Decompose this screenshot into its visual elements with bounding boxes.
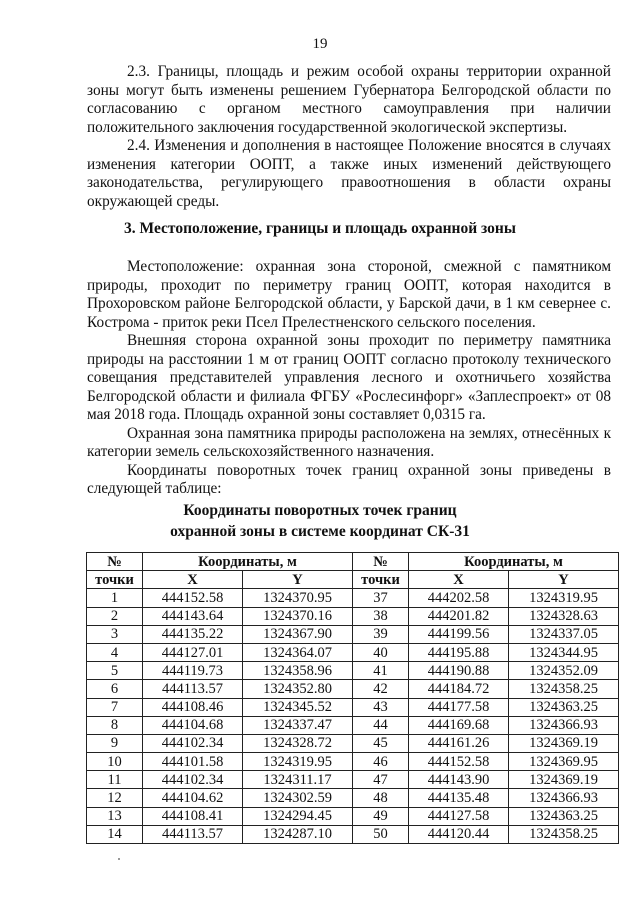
section-3 bbox=[87, 258, 611, 499]
point-number-cell: 50 bbox=[353, 825, 409, 843]
table-header-row-2 bbox=[87, 571, 619, 589]
point-number-cell: 42 bbox=[353, 680, 409, 698]
point-number-cell: 12 bbox=[87, 789, 143, 807]
header-num-right: № bbox=[353, 553, 409, 571]
table-row bbox=[87, 662, 619, 680]
table-row bbox=[87, 625, 619, 643]
x-coordinate-cell: 444102.34 bbox=[143, 734, 243, 752]
table-row bbox=[87, 734, 619, 752]
y-coordinate-cell: 1324358.25 bbox=[509, 825, 619, 843]
point-number-cell: 41 bbox=[353, 662, 409, 680]
table-row bbox=[87, 589, 619, 607]
y-coordinate-cell: 1324319.95 bbox=[509, 589, 619, 607]
y-coordinate-cell: 1324363.25 bbox=[509, 807, 619, 825]
point-number-cell: 1 bbox=[87, 589, 143, 607]
section-3-heading: 3. Местоположение, границы и площадь охранной зоны bbox=[124, 220, 516, 237]
x-coordinate-cell: 444119.73 bbox=[143, 662, 243, 680]
paragraph-2-4: 2.4. Изменения и дополнения в настоящее Положение вносятся в случаях изменения категории ООПТ, а также иных изменений действующего законодательства, регулирующего правоотношения в области охраны окружающей среды. bbox=[87, 137, 611, 210]
table-row bbox=[87, 807, 619, 825]
x-coordinate-cell: 444195.88 bbox=[409, 643, 509, 661]
y-coordinate-cell: 1324370.16 bbox=[243, 607, 353, 625]
x-coordinate-cell: 444113.57 bbox=[143, 680, 243, 698]
coordinates-table bbox=[86, 552, 619, 844]
y-coordinate-cell: 1324311.17 bbox=[243, 771, 353, 789]
point-number-cell: 39 bbox=[353, 625, 409, 643]
x-coordinate-cell: 444177.58 bbox=[409, 698, 509, 716]
point-number-cell: 8 bbox=[87, 716, 143, 734]
y-coordinate-cell: 1324344.95 bbox=[509, 643, 619, 661]
table-header-row-1 bbox=[87, 553, 619, 571]
header-point-left: точки bbox=[87, 571, 143, 589]
y-coordinate-cell: 1324328.72 bbox=[243, 734, 353, 752]
table-row bbox=[87, 789, 619, 807]
y-coordinate-cell: 1324366.93 bbox=[509, 789, 619, 807]
paragraph-location: Местоположение: охранная зона стороной, смежной с памятником природы, проходит по периметру границ ООПТ, которая находится в Прохоровском районе Белгородской области, у Барской дачи, в 1 км севернее с. Кострома - приток реки Псел Прелестненского сельского поселения. bbox=[87, 258, 611, 331]
scan-mark bbox=[118, 858, 120, 860]
y-coordinate-cell: 1324358.25 bbox=[509, 680, 619, 698]
paragraph-coordinates-intro: Координаты поворотных точек границ охранной зоны приведены в следующей таблице: bbox=[87, 461, 611, 497]
paragraph-2-3: 2.3. Границы, площадь и режим особой охраны территории охранной зоны могут быть изменены решением Губернатора Белгородской области по согласованию с органом местного самоуправления при наличии положительного заключения государственной экологической экспертизы. bbox=[87, 63, 611, 136]
point-number-cell: 9 bbox=[87, 734, 143, 752]
point-number-cell: 44 bbox=[353, 716, 409, 734]
y-coordinate-cell: 1324345.52 bbox=[243, 698, 353, 716]
y-coordinate-cell: 1324358.96 bbox=[243, 662, 353, 680]
y-coordinate-cell: 1324370.95 bbox=[243, 589, 353, 607]
table-title-line-1: Координаты поворотных точек границ bbox=[183, 502, 457, 519]
header-coords-left: Координаты, м bbox=[143, 553, 353, 571]
x-coordinate-cell: 444190.88 bbox=[409, 662, 509, 680]
y-coordinate-cell: 1324337.47 bbox=[243, 716, 353, 734]
point-number-cell: 10 bbox=[87, 753, 143, 771]
y-coordinate-cell: 1324369.95 bbox=[509, 753, 619, 771]
point-number-cell: 3 bbox=[87, 625, 143, 643]
point-number-cell: 13 bbox=[87, 807, 143, 825]
y-coordinate-cell: 1324287.10 bbox=[243, 825, 353, 843]
x-coordinate-cell: 444152.58 bbox=[143, 589, 243, 607]
point-number-cell: 5 bbox=[87, 662, 143, 680]
paragraph-land-category: Охранная зона памятника природы расположена на землях, отнесённых к категории земель сельскохозяйственного назначения. bbox=[87, 424, 611, 460]
table-title bbox=[0, 500, 640, 542]
y-coordinate-cell: 1324319.95 bbox=[243, 753, 353, 771]
x-coordinate-cell: 444184.72 bbox=[409, 680, 509, 698]
x-coordinate-cell: 444143.64 bbox=[143, 607, 243, 625]
point-number-cell: 40 bbox=[353, 643, 409, 661]
x-coordinate-cell: 444108.41 bbox=[143, 807, 243, 825]
point-number-cell: 11 bbox=[87, 771, 143, 789]
table-row bbox=[87, 607, 619, 625]
point-number-cell: 43 bbox=[353, 698, 409, 716]
header-num-left: № bbox=[87, 553, 143, 571]
paragraph-outer-boundary: Внешняя сторона охранной зоны проходит по периметру памятника природы на расстоянии 1 м от границ ООПТ согласно протоколу технического совещания представителей управления лесного и охотничьего хозяйства Белгородской области и филиала ФГБУ «Рослесинфорг» «Заплеспроект» от 08 мая 2018 года. Площадь охранной зоны составляет 0,0315 га. bbox=[87, 332, 611, 423]
header-y-left: Y bbox=[243, 571, 353, 589]
y-coordinate-cell: 1324294.45 bbox=[243, 807, 353, 825]
x-coordinate-cell: 444169.68 bbox=[409, 716, 509, 734]
x-coordinate-cell: 444104.68 bbox=[143, 716, 243, 734]
header-coords-right: Координаты, м bbox=[409, 553, 619, 571]
table-row bbox=[87, 680, 619, 698]
point-number-cell: 46 bbox=[353, 753, 409, 771]
coordinates-table-body bbox=[87, 589, 619, 844]
x-coordinate-cell: 444201.82 bbox=[409, 607, 509, 625]
x-coordinate-cell: 444104.62 bbox=[143, 789, 243, 807]
y-coordinate-cell: 1324369.19 bbox=[509, 734, 619, 752]
y-coordinate-cell: 1324367.90 bbox=[243, 625, 353, 643]
x-coordinate-cell: 444127.58 bbox=[409, 807, 509, 825]
section-2 bbox=[87, 63, 611, 211]
table-row bbox=[87, 716, 619, 734]
y-coordinate-cell: 1324352.80 bbox=[243, 680, 353, 698]
x-coordinate-cell: 444120.44 bbox=[409, 825, 509, 843]
table-title-line-2: охранной зоны в системе координат СК-31 bbox=[170, 523, 470, 540]
header-y-right: Y bbox=[509, 571, 619, 589]
header-x-right: X bbox=[409, 571, 509, 589]
x-coordinate-cell: 444199.56 bbox=[409, 625, 509, 643]
x-coordinate-cell: 444161.26 bbox=[409, 734, 509, 752]
table-row bbox=[87, 753, 619, 771]
x-coordinate-cell: 444202.58 bbox=[409, 589, 509, 607]
table-row bbox=[87, 698, 619, 716]
page-number: 19 bbox=[312, 36, 328, 52]
x-coordinate-cell: 444135.22 bbox=[143, 625, 243, 643]
y-coordinate-cell: 1324302.59 bbox=[243, 789, 353, 807]
x-coordinate-cell: 444101.58 bbox=[143, 753, 243, 771]
point-number-cell: 47 bbox=[353, 771, 409, 789]
table-row bbox=[87, 643, 619, 661]
x-coordinate-cell: 444108.46 bbox=[143, 698, 243, 716]
header-x-left: X bbox=[143, 571, 243, 589]
point-number-cell: 14 bbox=[87, 825, 143, 843]
y-coordinate-cell: 1324369.19 bbox=[509, 771, 619, 789]
point-number-cell: 49 bbox=[353, 807, 409, 825]
y-coordinate-cell: 1324364.07 bbox=[243, 643, 353, 661]
table-row bbox=[87, 825, 619, 843]
point-number-cell: 48 bbox=[353, 789, 409, 807]
point-number-cell: 45 bbox=[353, 734, 409, 752]
x-coordinate-cell: 444127.01 bbox=[143, 643, 243, 661]
y-coordinate-cell: 1324363.25 bbox=[509, 698, 619, 716]
y-coordinate-cell: 1324337.05 bbox=[509, 625, 619, 643]
x-coordinate-cell: 444102.34 bbox=[143, 771, 243, 789]
x-coordinate-cell: 444113.57 bbox=[143, 825, 243, 843]
point-number-cell: 2 bbox=[87, 607, 143, 625]
point-number-cell: 7 bbox=[87, 698, 143, 716]
point-number-cell: 6 bbox=[87, 680, 143, 698]
point-number-cell: 37 bbox=[353, 589, 409, 607]
y-coordinate-cell: 1324328.63 bbox=[509, 607, 619, 625]
table-row bbox=[87, 771, 619, 789]
point-number-cell: 38 bbox=[353, 607, 409, 625]
point-number-cell: 4 bbox=[87, 643, 143, 661]
x-coordinate-cell: 444135.48 bbox=[409, 789, 509, 807]
y-coordinate-cell: 1324352.09 bbox=[509, 662, 619, 680]
y-coordinate-cell: 1324366.93 bbox=[509, 716, 619, 734]
header-point-right: точки bbox=[353, 571, 409, 589]
x-coordinate-cell: 444143.90 bbox=[409, 771, 509, 789]
x-coordinate-cell: 444152.58 bbox=[409, 753, 509, 771]
